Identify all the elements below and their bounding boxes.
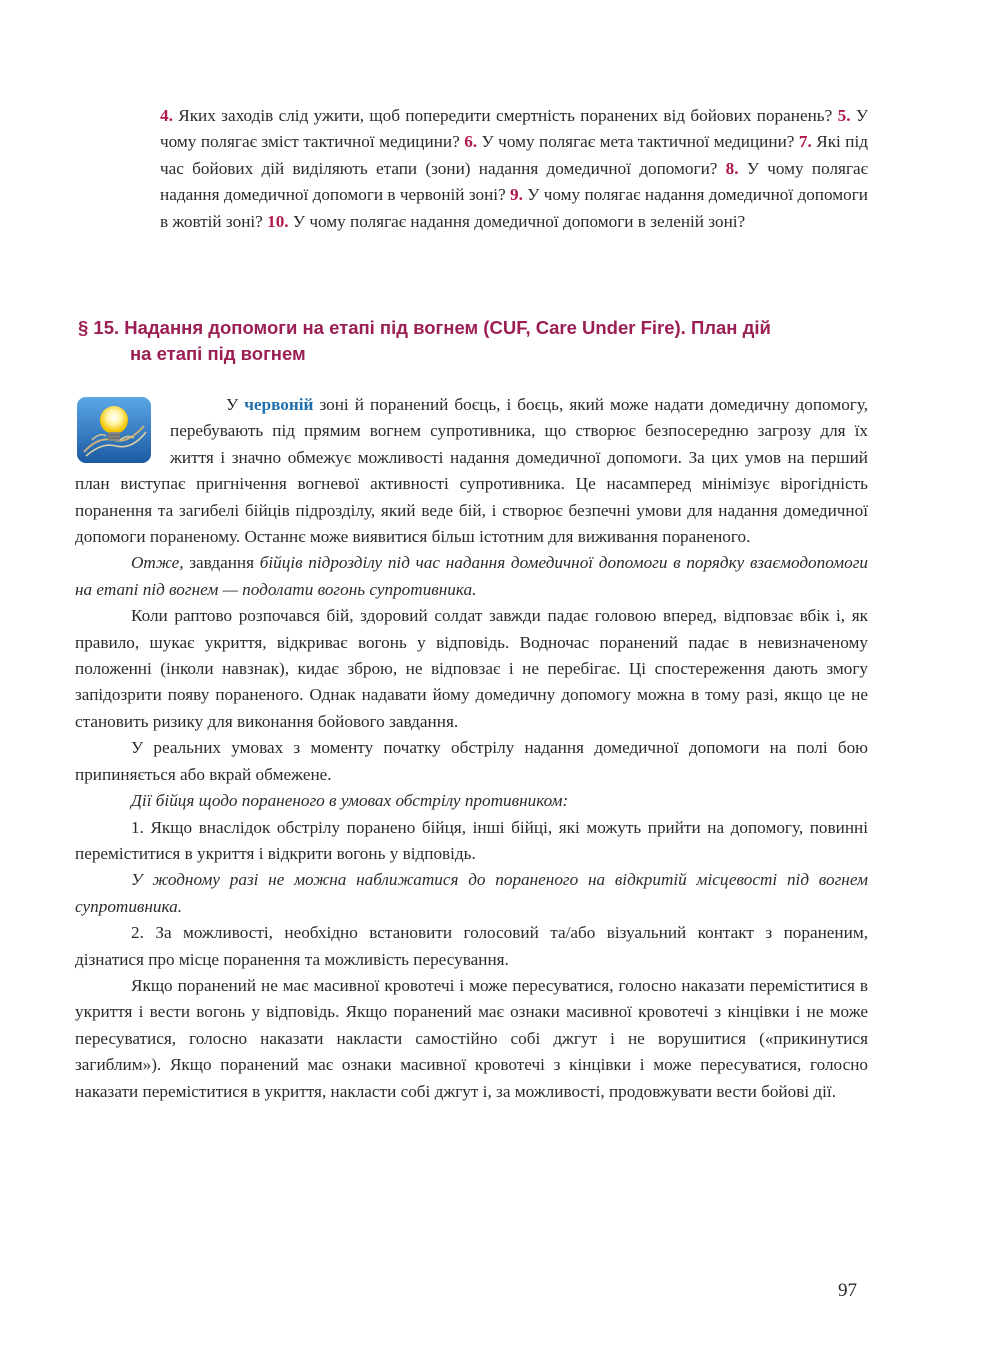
question-number: 9. [510,185,523,205]
red-zone-term: червоній [244,395,314,414]
question-number: 6. [464,132,478,152]
paragraph: Отже, завдання бійців підрозділу під час надання домедичної допомоги в порядку взаємодопомоги на етапі під вогнем — подолати вогонь супротивника. [75,553,869,599]
paragraph: У реальних умовах з моменту початку обстрілу надання домедичної допомоги на полі бою припиняється або вкрай обмежене. [75,738,868,784]
question-number: 5. [837,106,851,125]
section-heading-line2: на етапі під вогнем [130,343,306,364]
question-text: Яких заходів слід ужити, щоб попередити смертність поранених від бойових поранень? [172,106,838,125]
paragraph: У червоній зоні й поранений боєць, і боєць, який може надати домедичну допомогу, перебувають під прямим вогнем супротивника, що створює безпосередню загрозу для їх життя і значно обмежує можливості надання домедичної допомоги. За цих умов на перший план виступає пригнічення вогневої активності супротивника. Це насамперед мінімізує вірогідність поранення та загибелі бійців підрозділу, який веде бій, і створює безпечні умови для надання домедичної допомоги пораненому. Останнє може виявитися більш істотним для виживання пораненого. [75,395,869,547]
paragraph: У жодному разі не можна наближатися до пораненого на відкритій місцевості під вогнем супротивника. [75,870,868,916]
page-number: 97 [838,1280,857,1301]
question-text: У чому полягає надання домедичної допомоги в зеленій зоні? [288,211,746,231]
question-text: У чому полягає мета тактичної медицини? [477,132,799,152]
question-text: У чому полягає надання домедичної допомоги в червоній зоні? [160,158,868,205]
review-questions [160,103,868,235]
paragraph: Дії бійця щодо пораненого в умовах обстрілу противником: [131,791,569,811]
question-number: 10. [267,211,289,231]
paragraph: 1. Якщо внаслідок обстрілу поранено бійця, інші бійці, які можуть прийти на допомогу, повинні переміститися в укриття і відкрити вогонь у відповідь. [75,817,868,863]
question-number: 4. [160,106,173,125]
question-text: У чому полягає надання домедичної допомоги в жовтій зоні? [160,185,868,231]
question-text: Які під час бойових дій виділяють етапи (зони) надання домедичної допомоги? [160,132,869,178]
paragraph: 2. За можливості, необхідно встановити голосовий та/або візуальний контакт з пораненим, дізнатися про місце поранення та можливість пересування. [75,923,868,969]
question-number: 7. [798,132,812,152]
section-heading-line1: § 15. Надання допомоги на етапі під вогнем (CUF, Care Under Fire). План дій [78,317,771,338]
section-heading [78,315,878,367]
question-number: 8. [725,158,739,178]
paragraph: Якщо поранений не має масивної кровотечі і може пересуватися, голосно наказати переміститися в укриття і вести вогонь у відповідь. Якщо поранений має ознаки масивної кровотечі з кінцівки і не може пересуватися, голосно наказати накласти самостійно собі джгут і не ворушитися («прикинутися загиблим»). Якщо поранений має ознаки масивної кровотечі з кінцівки і може пересуватися, голосно наказати переміститися в укриття, накласти собі джгут і, за можливості, продовжувати вести бойові дії. [75,975,868,1101]
paragraph: Коли раптово розпочався бій, здоровий солдат завжди падає головою вперед, відповзає вбік і, як правило, шукає укриття, відкриває вогонь у відповідь. Водночас поранений падає в невизначеному положенні (інколи навзнак), кидає зброю, не відповзає і не перебігає. Ці спостереження дають змогу запідозрити появу пораненого. Однак надавати йому домедичну допомогу можна в тому разі, якщо це не становить ризику для виконання бойового завдання. [75,606,868,731]
section-body [75,392,868,1105]
question-text: У чому полягає зміст тактичної медицини? [160,106,869,152]
